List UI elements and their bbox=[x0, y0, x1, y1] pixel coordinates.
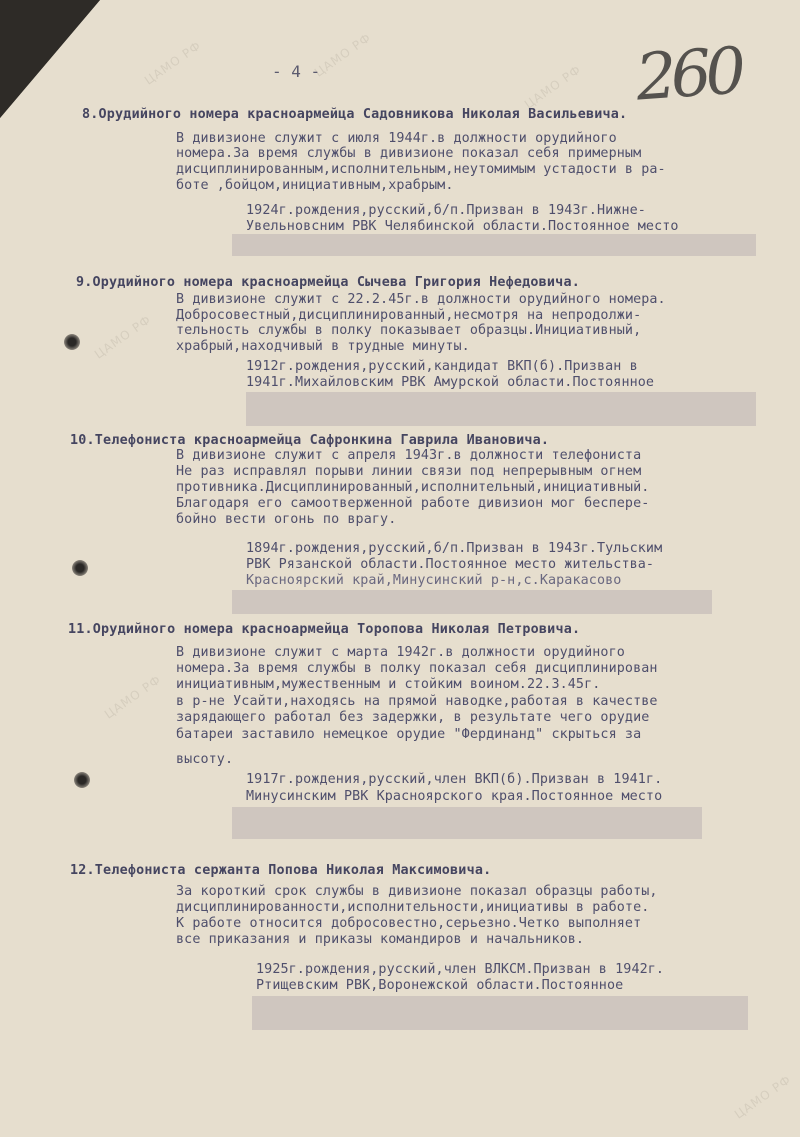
entry-bio-line: Ртищевским РВК,Воронежской области.Постоянное bbox=[256, 978, 624, 993]
entry-body-line: инициативным,мужественным и стойким воином.22.3.45г. bbox=[176, 677, 601, 692]
entry-body-line: В дивизионе служит с марта 1942г.в должности орудийного bbox=[176, 645, 625, 660]
entry-body-line: За короткий срок службы в дивизионе показал образцы работы, bbox=[176, 884, 658, 899]
entry-body-line: номера.За время службы в полку показал себя дисциплинирован bbox=[176, 661, 658, 676]
entry-body-line: зарядающего работал без задержки, в результате чего орудие bbox=[176, 710, 650, 725]
redaction-block bbox=[232, 807, 702, 839]
entry-body-line: бойно вести огонь по врагу. bbox=[176, 512, 397, 527]
watermark: ЦАМО РФ bbox=[141, 38, 204, 88]
entry-heading: 12.Телефониста сержанта Попова Николая Максимовича. bbox=[70, 863, 492, 878]
redaction-block bbox=[232, 234, 756, 256]
entry-body-line: в р-не Усайти,находясь на прямой наводке,работая в качестве bbox=[176, 694, 658, 709]
entry-bio-line: Красноярский край,Минусинский р-н,с.Каракасово bbox=[246, 573, 622, 588]
redaction-block bbox=[252, 996, 748, 1030]
entry-body-line: все приказания и приказы командиров и начальников. bbox=[176, 932, 585, 947]
watermark: ЦАМО РФ bbox=[91, 312, 154, 362]
redaction-block bbox=[232, 590, 712, 614]
entry-bio-line: Минусинским РВК Красноярского края.Постоянное место bbox=[246, 789, 663, 804]
entry-body-line: тельность службы в полку показывает образцы.Инициативный, bbox=[176, 323, 642, 338]
punch-hole bbox=[74, 772, 90, 788]
handwritten-page-number: 260 bbox=[633, 34, 743, 116]
entry-heading: 8.Орудийного номера красноармейца Садовникова Николая Васильевича. bbox=[82, 107, 628, 122]
entry-body-line: В дивизионе служит с июля 1944г.в должности орудийного bbox=[176, 131, 617, 146]
entry-bio-line: 1924г.рождения,русский,б/п.Призван в 1943г.Нижне- bbox=[246, 203, 646, 218]
entry-body-line: противника.Дисциплинированный,исполнительный,инициативный. bbox=[176, 480, 650, 495]
watermark: ЦАМО РФ bbox=[311, 30, 374, 80]
entry-bio-line: 1925г.рождения,русский,член ВЛКСМ.Призван в 1942г. bbox=[256, 962, 665, 977]
watermark: ЦАМО РФ bbox=[521, 62, 584, 112]
entry-heading: 9.Орудийного номера красноармейца Сычева Григория Нефедовича. bbox=[76, 275, 580, 290]
punch-hole bbox=[64, 334, 80, 350]
entry-body-line: батареи заставило немецкое орудие "Фердинанд" скрыться за bbox=[176, 727, 642, 742]
entry-body-line: дисциплинированности,исполнительности,инициативы в работе. bbox=[176, 900, 650, 915]
entry-body-line: номера.За время службы в дивизионе показал себя примерным bbox=[176, 146, 642, 161]
punch-hole bbox=[72, 560, 88, 576]
entry-heading: 10.Телефониста красноармейца Сафронкина Гаврила Ивановича. bbox=[70, 433, 550, 448]
entry-body-line: В дивизионе служит с 22.2.45г.в должности орудийного номера. bbox=[176, 292, 666, 307]
entry-bio-line: 1894г.рождения,русский,б/п.Призван в 1943г.Тульским bbox=[246, 541, 663, 556]
entry-body-line: храбрый,находчивый в трудные минуты. bbox=[176, 339, 470, 354]
entry-body-line: В дивизионе служит с апреля 1943г.в должности телефониста bbox=[176, 448, 642, 463]
entry-bio-line: Увельновсним РВК Челябинской области.Постоянное место bbox=[246, 219, 679, 234]
entry-body-line: боте ,бойцом,инициативным,храбрым. bbox=[176, 178, 454, 193]
entry-body-line: К работе относится добросовестно,серьезно.Четко выполняет bbox=[176, 916, 642, 931]
entry-body-line: Не раз исправлял порыви линии связи под непрерывным огнем bbox=[176, 464, 642, 479]
entry-body-line: Благодаря его самоотверженной работе дивизион мог беспере- bbox=[176, 496, 650, 511]
entry-body-line: высоту. bbox=[176, 752, 234, 767]
redaction-block bbox=[246, 392, 756, 426]
entry-heading: 11.Орудийного номера красноармейца Торопова Николая Петровича. bbox=[68, 622, 581, 637]
watermark: ЦАМО РФ bbox=[731, 1072, 794, 1122]
torn-corner bbox=[0, 0, 100, 118]
entry-bio-line: 1941г.Михайловским РВК Амурской области.Постоянное bbox=[246, 375, 655, 390]
watermark: ЦАМО РФ bbox=[101, 672, 164, 722]
page-number: - 4 - bbox=[272, 62, 321, 81]
entry-bio-line: 1917г.рождения,русский,член ВКП(б).Призван в 1941г. bbox=[246, 772, 663, 787]
entry-body-line: дисциплинированным,исполнительным,неутомимым устадости в ра- bbox=[176, 162, 666, 177]
entry-bio-line: РВК Рязанской области.Постоянное место жительства- bbox=[246, 557, 655, 572]
entry-body-line: Добросовестный,дисциплинированный,несмотря на непродолжи- bbox=[176, 308, 642, 323]
entry-bio-line: 1912г.рождения,русский,кандидат ВКП(б).Призван в bbox=[246, 359, 638, 374]
